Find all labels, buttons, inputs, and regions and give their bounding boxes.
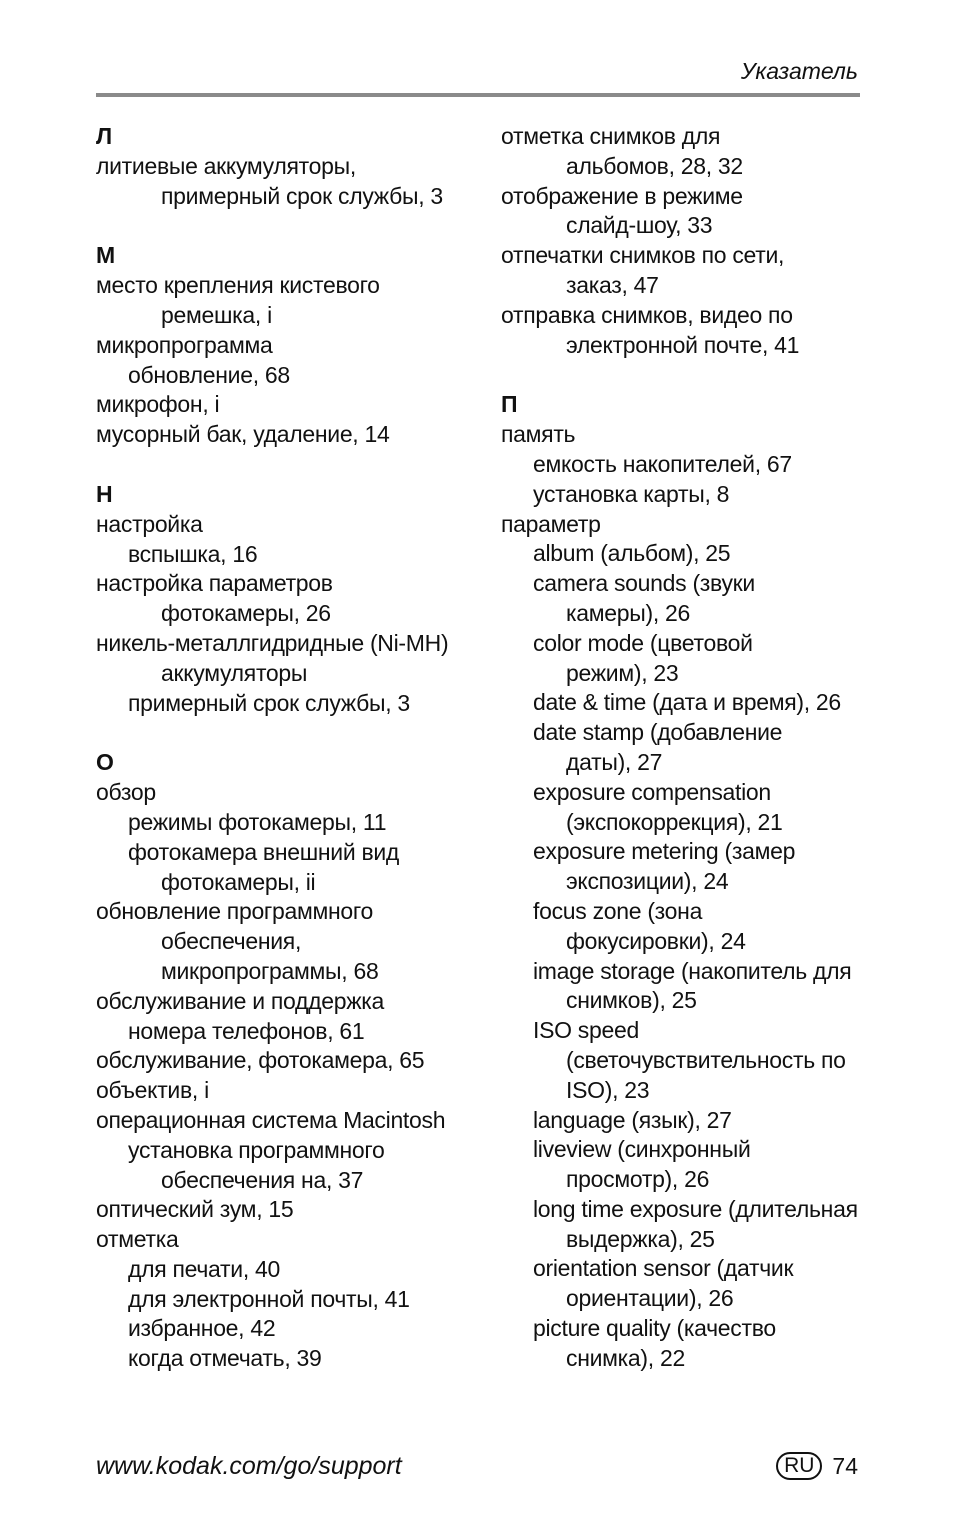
index-entry: date stamp (добавление <box>533 719 783 746</box>
index-entry: экспозиции), 24 <box>566 868 729 895</box>
index-entry: (экспокоррекция), 21 <box>566 808 783 835</box>
index-entry: заказ, 47 <box>566 271 659 298</box>
index-entry: примерный срок службы, 3 <box>161 182 443 209</box>
page-footer <box>776 1452 858 1480</box>
index-entry: емкость накопителей, 67 <box>533 450 792 477</box>
index-entry: обслуживание, фотокамера, 65 <box>96 1047 425 1074</box>
section-gap <box>96 450 486 480</box>
index-entry: параметр <box>501 510 601 537</box>
index-entry: фотокамеры, 26 <box>161 600 331 627</box>
index-entry: обновление программного <box>96 898 373 925</box>
index-entry: настройка <box>96 510 203 537</box>
index-entry: никель-металлгидридные (Ni-MH) <box>96 629 449 656</box>
index-section-letter: Л <box>96 123 112 149</box>
section-gap <box>501 360 881 390</box>
index-entry: ISO), 23 <box>566 1076 650 1103</box>
index-entry: микропрограммы, 68 <box>161 957 379 984</box>
index-entry: режим), 23 <box>566 659 679 686</box>
index-entry: обзор <box>96 779 156 806</box>
index-entry: обеспечения на, 37 <box>161 1166 364 1193</box>
index-entry: отправка снимков, видео по <box>501 301 793 328</box>
index-entry: exposure compensation <box>533 778 771 805</box>
index-entry: альбомов, 28, 32 <box>566 152 743 179</box>
index-entry: операционная система Macintosh <box>96 1106 446 1133</box>
index-entry: фотокамеры, ii <box>161 868 316 895</box>
page-number: 74 <box>832 1452 858 1479</box>
index-entry: снимков), 25 <box>566 987 697 1014</box>
section-gap <box>96 718 486 748</box>
index-entry: камеры), 26 <box>566 599 691 626</box>
index-entry: exposure metering (замер <box>533 838 796 865</box>
index-entry: отпечатки снимков по сети, <box>501 242 785 269</box>
index-entry: слайд-шоу, 33 <box>566 212 713 239</box>
index-entry: album (альбом), 25 <box>533 540 731 567</box>
index-entry: обновление, 68 <box>128 361 290 388</box>
index-entry: просмотр), 26 <box>566 1166 710 1193</box>
index-entry: микропрограмма <box>96 331 273 358</box>
index-entry: ремешка, i <box>161 301 272 328</box>
index-entry: оптический зум, 15 <box>96 1196 294 1223</box>
index-entry: отметка <box>96 1226 179 1253</box>
index-entry: image storage (накопитель для <box>533 957 852 984</box>
index-column-right <box>501 122 881 1374</box>
index-entry: аккумуляторы <box>161 659 308 686</box>
index-entry: примерный срок службы, 3 <box>128 689 410 716</box>
support-url: www.kodak.com/go/support <box>96 1452 402 1480</box>
index-entry: ISO speed <box>533 1017 639 1044</box>
index-entry: снимка), 22 <box>566 1344 685 1371</box>
index-entry: установка карты, 8 <box>533 480 730 507</box>
index-entry: память <box>501 421 576 448</box>
index-entry: мусорный бак, удаление, 14 <box>96 421 390 448</box>
index-entry: даты), 27 <box>566 748 663 775</box>
index-entry: место крепления кистевого <box>96 272 380 299</box>
index-entry: электронной почте, 41 <box>566 331 800 358</box>
index-entry: date & time (дата и время), 26 <box>533 689 841 716</box>
index-section-letter: О <box>96 749 114 776</box>
index-entry: фотокамера внешний вид <box>128 838 400 865</box>
index-entry: установка программного <box>128 1136 385 1163</box>
index-entry: (светочувствительность по <box>566 1046 846 1073</box>
index-entry: focus zone (зона <box>533 897 703 924</box>
index-entry: настройка параметров <box>96 570 333 597</box>
index-section-letter: М <box>96 242 115 269</box>
index-entry: вспышка, 16 <box>128 540 258 567</box>
index-entry: picture quality (качество <box>533 1315 776 1342</box>
index-entry: language (язык), 27 <box>533 1106 732 1133</box>
index-entry: для печати, 40 <box>128 1255 280 1282</box>
index-column-left <box>96 122 486 1374</box>
index-entry: для электронной почты, 41 <box>128 1285 410 1312</box>
index-entry: ориентации), 26 <box>566 1285 734 1312</box>
index-entry: обслуживание и поддержка <box>96 987 385 1014</box>
index-entry: long time exposure (длительная <box>533 1195 858 1222</box>
index-entry: отображение в режиме <box>501 182 743 209</box>
index-entry: номера телефонов, 61 <box>128 1017 365 1044</box>
index-section-letter: П <box>501 391 518 418</box>
index-entry: camera sounds (звуки <box>533 570 755 597</box>
page-header-title: Указатель <box>740 58 858 84</box>
index-section-letter: Н <box>96 480 113 507</box>
index-entry: orientation sensor (датчик <box>533 1255 794 1282</box>
index-entry: когда отмечать, 39 <box>128 1345 322 1372</box>
index-entry: объектив, i <box>96 1077 209 1104</box>
index-entry: отметка снимков для <box>501 123 721 149</box>
index-entry: color mode (цветовой <box>533 629 753 656</box>
index-entry: фокусировки), 24 <box>566 927 746 954</box>
index-entry: выдержка), 25 <box>566 1225 715 1252</box>
section-gap <box>96 211 486 241</box>
index-entry: liveview (синхронный <box>533 1136 751 1163</box>
index-entry: микрофон, i <box>96 391 220 418</box>
header-rule <box>96 93 860 97</box>
index-entry: обеспечения, <box>161 928 302 955</box>
index-entry: режимы фотокамеры, 11 <box>128 808 387 835</box>
index-entry: избранное, 42 <box>128 1315 276 1342</box>
language-badge: RU <box>776 1452 822 1480</box>
index-entry: литиевые аккумуляторы, <box>96 152 356 179</box>
